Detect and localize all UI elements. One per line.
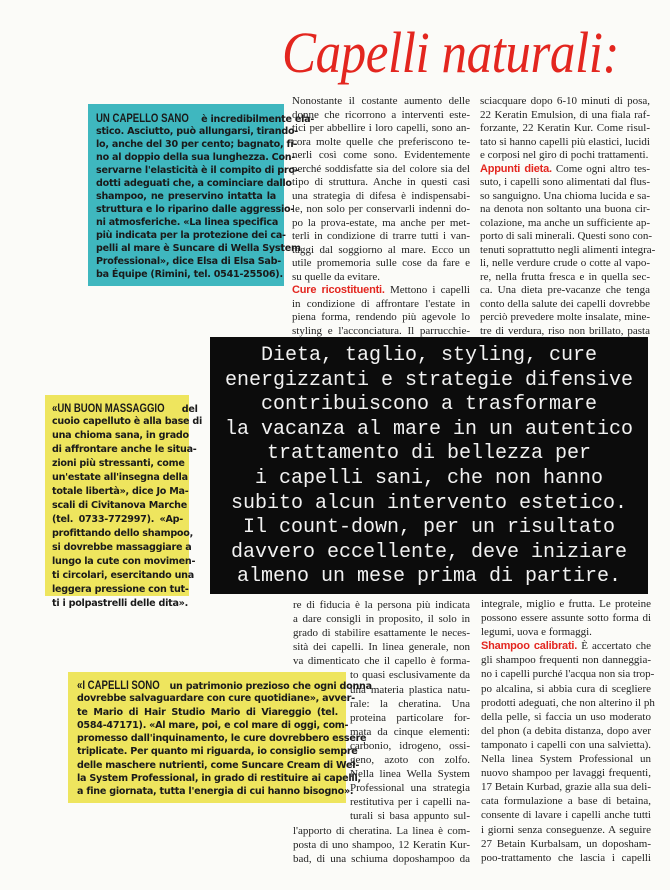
article-line: colazione, ma anche un sufficiente ap- [480,216,650,229]
sidebar-box-healthy-hair [88,104,315,286]
box-line-text: (tel. 0733-772997). «Ap- [52,514,183,525]
article-line: tenuti soprattutto negli alimenti integra- [480,243,656,256]
article-line: possono essere assunte sotto forma di [481,612,651,625]
box-line-text: stico. Asciutto, può allungarsi, tirando- [96,126,299,137]
box-line-text: pelli al mare è Suncare di Wella System [96,243,301,254]
sidebar-box-massage [45,395,203,609]
article-line: Nonostante il costante aumento delle [292,95,470,107]
article-column-bottom-right [481,597,655,865]
article-line: turali si basa appunto sul- [350,810,470,823]
article-line: to quasi esclusivamente da [350,669,470,682]
box-line-text: cuoio capelluto è alla base di [52,416,203,427]
box-line [96,229,286,242]
box-line [52,443,197,457]
box-line [96,138,298,151]
box-line-text: struttura e lo riparino dalle aggressio- [96,204,295,215]
box-line [96,203,295,216]
box-line-text: 0584-47171). «Al mare, poi, e col mare di oggi, com- [77,719,349,731]
article-line-text: Mettono i capelli [384,284,470,296]
box-line [52,569,194,583]
box-line-text: ni atmosferiche. «La linea specifica [96,217,279,228]
article-column-bottom-left [293,598,470,866]
pull-quote-line: contribuiscono a trasformare [260,393,598,417]
article-line: tre di verdura, riso non brillato, pasta [480,324,650,337]
box-line-text: dovrebbe salvaguardare con cure quotidiane», avver- [77,693,355,705]
article-subheading: Cure ricostituenti. [292,284,385,296]
article-line: consente di lavare i capelli anche tutti [481,809,651,822]
box-line [52,527,194,541]
article-line: po la prova-estate, ma anche per met- [292,216,470,229]
article-line: so sanguigno. Una chioma lucida e sa- [480,189,650,202]
box-line [96,125,299,138]
article-line: una strategia di difesa è indispensabi- [292,189,470,202]
article-line: piena forma, rendendo più agevole lo [292,311,470,323]
article-line: sità dei capelli. In linea generale, non [293,641,470,654]
article-line: re di fiducia è la persona più indicata [293,599,470,611]
article-line: terli in condizione di trarre tutti i van- [292,230,470,242]
article-line: una materia plastica natu- [350,683,470,696]
article-line: integrale, miglio e frutta. Le proteine [481,598,651,610]
box-line [96,216,279,229]
article-line: rale: la cheratina. Una [350,697,470,710]
box-lead-caps: «UN BUON MASSAGGIO [52,401,165,415]
article-line: perché soddisfatte sia del colore sia del [292,162,470,175]
box-line [96,177,292,190]
box-line [52,541,192,555]
box-line-text: lungo la cute con movimen- [52,556,196,567]
box-line [52,485,189,499]
box-line-text: zioni più stressanti, come [52,458,185,469]
box-line [52,401,198,415]
box-line-text: ti circolari, esercitando una [52,570,194,581]
box-line-text: Professional», dice Elsa di Elsa Sab- [96,256,282,267]
article-line: nerli così come sono. Evidentemente [292,149,470,161]
article-line: proteina particolare for- [350,711,470,724]
box-line-text: la System Professional, in grado di restituire ai capelli, [77,773,361,785]
box-line [96,255,282,268]
pull-quote-line: Il count-down, per un risultato [242,516,616,540]
article-subheading: Appunti dieta. [480,162,552,175]
article-line: restitutiva per i capelli na- [350,796,470,809]
article-line: carbonio, idrogeno, ossi- [350,739,470,752]
article-line: tici per abbellire i loro capelli, sono an- [292,122,470,134]
box-line-text: un patrimonio prezioso che ogni donna [166,681,372,692]
box-line-text: totale libertà», dice Jo Ma- [52,486,189,497]
article-line: e corposi nel giro di pochi trattamenti. [480,149,649,161]
article-line: le, non solo per conservarli indenni do- [292,203,470,215]
article-line: cata formulazione a base di betaina, [481,795,651,808]
box-line-text: ti i polpastrelli delle dita». [52,598,189,609]
article-line: li, nelle verdure crude o cotte al vapo- [480,257,650,269]
pull-quote-line: almeno un mese prima di partire. [236,565,622,589]
article-line: styling e l'acconciatura. Il parrucchie- [292,324,470,337]
article-line-text: È accertato che [577,640,652,653]
article-line: prodotti adeguati, che non alterino il ph [481,696,655,709]
box-line [52,471,188,485]
article-line: tato si hanno capelli più elastici, lucidi [480,135,650,148]
box-line [52,415,203,429]
pull-quote-line: energizzanti e strategie difensive [224,368,634,392]
box-line [52,583,189,597]
box-lead-caps: «I CAPELLI SONO [77,678,160,692]
box-line [52,555,196,569]
article-line: in condizione di affrontare l'estate in [292,297,470,310]
box-line-text: promesso dall'inquinamento, le cure dovrebbero essere [77,733,367,745]
box-line [96,164,299,177]
article-line: su quelle da evitare. [292,270,380,283]
article-line: forzante, 22 Keratin Kur. Come risul- [480,122,650,134]
box-line-text: delle maschere nutrienti, come Suncare Cream di Wel- [77,759,360,771]
box-line [96,151,296,164]
article-line: gli shampoo frequenti non danneggia- [481,654,651,667]
box-line-text: servarne l'elasticità è il compito di pro- [96,165,299,176]
pull-quote-line: davvero eccellente, deve iniziare [230,540,628,564]
article-subheading-line [480,163,650,177]
box-line-text: lo, anche del 30 per cento; bagnato, fi- [96,139,298,150]
article-line: suto, i capelli sono alimentati dal flus- [480,176,650,188]
pull-quote [210,337,648,594]
article-line: va dimenticato che il capello è forma- [293,655,470,668]
box-line-text: una chioma sana, in grado [52,430,189,441]
box-line-text: scali di Civitanova Marche [52,500,187,511]
article-line: 17 Betain Kurbad, grazie alla sua deli- [481,781,651,794]
article-line: nuovo shampoo per lavaggi frequenti, [481,767,651,780]
article-title: Capelli naturali: [282,20,620,85]
box-line-text: dotti adeguati che, a cominciare dallo [96,178,292,189]
article-line: taggi dal soggiorno al mare. Ecco un [292,243,470,256]
article-line: posta di uno shampoo, 12 Keratin Kur- [293,838,470,851]
article-line: poo-trattamento che lascia i capelli [481,851,651,864]
box-line-text: ba Équipe (Rimini, tel. 0541-25506). [96,269,283,280]
article-subheading-line [481,639,651,653]
box-line-text: del [178,404,198,415]
box-line [52,597,189,611]
article-line: del phon (a debita distanza, dopo aver [481,724,651,737]
box-line-text: no al doppio della sua lunghezza. Con- [96,152,296,163]
article-subheading-line [292,284,470,298]
article-line: po alcalina, si abbia cura di scegliere [481,682,651,695]
article-line-text: Come ogni altro tes- [551,162,651,175]
article-line: 22 Keratin Emulsion, di una fiala raf- [480,108,650,121]
article-line: 27 Betain Kurbalsam, un doposham- [481,837,651,850]
box-line [96,242,301,255]
article-line: re, nella frutta fresca e in quella sec- [480,270,650,283]
box-lead-caps: UN CAPELLO SANO [96,111,189,125]
box-line [52,499,187,513]
box-line [52,457,183,471]
pull-quote-line: Dieta, taglio, styling, cure [260,344,598,367]
article-line: Professional una strategia [350,782,470,795]
article-line: na denota non soltanto una buona cir- [480,203,650,215]
article-line: conto della salute dei capelli dovrebbe [480,297,650,310]
article-line: no i capelli purché l'acqua non sia trop- [481,668,655,681]
article-column-top-right [480,95,656,338]
article-column-top-left [292,95,470,338]
box-line [52,513,183,527]
box-line-text: si dovrebbe massaggiare a [52,542,192,553]
box-line-text: a fine giornata, tutta l'energia di cui hanno bisogno». [77,786,354,798]
box-line-text: triplicate. Per quanto mi riguarda, io consiglio sempre [77,746,358,758]
pull-quote-line: trattamento di bellezza per [266,442,592,466]
box-line-text: te Mario di Hair Studio Mario di Viareggio (tel. [77,706,338,718]
article-line: grado di stabilire esattamente le neces- [293,627,470,640]
article-line: Nella linea Wella System [350,768,470,781]
article-line: i giorni senza conseguenze. A seguire [481,823,651,836]
box-line [96,268,283,281]
article-line: sciacquare dopo 6-10 minuti di posa, [480,95,650,107]
article-line: donne che ricorrono a interventi este- [292,108,470,121]
article-line: ca. Una dieta pre-vacanze che tenga [480,284,650,296]
article-line: perciò prevedere molte insalate, mine- [480,311,650,323]
article-line: geno, azoto con zolfo. [350,754,470,767]
article-line: l'apporto di cheratina. La linea è com- [293,824,470,837]
box-line [96,190,276,203]
box-line-text: è incredibilmente ela- [198,114,315,125]
box-line-text: shampoo, ne preservino intatta la [96,191,276,202]
article-line: Nella linea System Professional un [481,753,651,766]
pull-quote-line: i capelli sani, che non hanno [254,466,604,490]
article-line: tipo di struttura. Anche in questi casi [292,176,470,188]
box-line [96,111,315,125]
pull-quote-line: subito alcun intervento estetico. [230,491,628,515]
article-line: utile promemoria sulle cose da fare e [292,257,470,269]
article-subheading: Shampoo calibrati. [481,640,578,653]
article-line: tamponato i capelli con una salvietta). [481,738,651,751]
box-line [52,429,189,443]
article-line: legumi, uova e formaggi. [481,626,592,639]
box-line-text: profittando dello shampoo, [52,528,194,539]
article-line: mata da cinque elementi: [350,725,470,738]
box-line-text: più indicata per la protezione dei ca- [96,230,286,241]
box-line-text: di affrontare anche le situa- [52,444,197,455]
article-line: a dare consigli in proposito, il solo in [293,613,470,626]
article-line: bad, di una schiuma doposhampoo da [293,852,470,865]
article-line: della pelle, si faccia un uso moderato [481,710,651,723]
article-line: porto di sali minerali. Questi sono con- [480,230,652,242]
box-line-text: leggera pressione con tut- [52,584,189,595]
box-line-text: un'estate all'insegna della [52,472,188,483]
pull-quote-line: la vacanza al mare in un autentico [224,417,634,441]
article-line: cora molte quelle che preferiscono te- [292,135,470,148]
